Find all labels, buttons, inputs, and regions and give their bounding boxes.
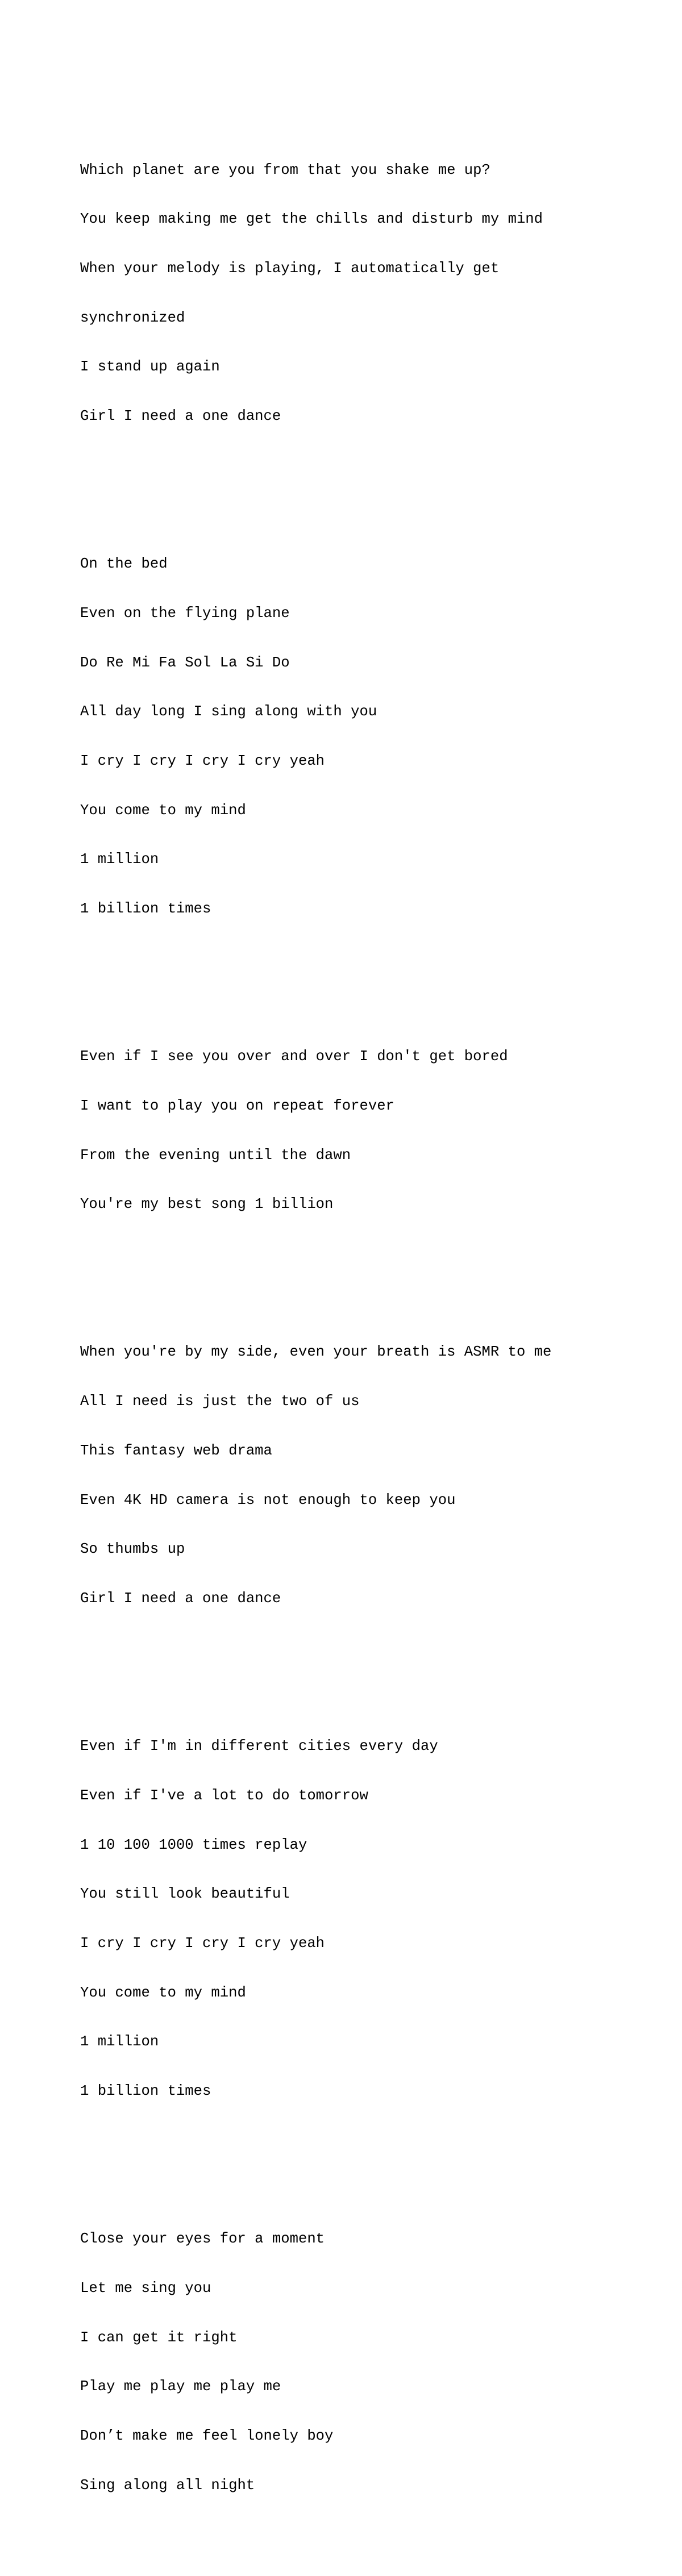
lyric-line: 1 million (80, 851, 159, 868)
lyric-line: 1 billion times (80, 901, 211, 918)
lyric-line: So thumbs up (80, 1541, 185, 1558)
lyric-line: All day long I sing along with you (80, 703, 377, 720)
lyric-line: 1 million (80, 2033, 159, 2050)
lyric-line: You keep making me get the chills and disturb my mind (80, 211, 543, 228)
lyric-line: You come to my mind (80, 802, 246, 819)
lyrics-body (80, 80, 592, 2576)
lyric-line: Even 4K HD camera is not enough to keep you (80, 1491, 456, 1508)
stanza-5 (80, 1706, 592, 2132)
lyric-line: I cry I cry I cry I cry yeah (80, 1935, 325, 1952)
lyric-line: 1 10 100 1000 times replay (80, 1836, 307, 1853)
lyric-line: Don’t make me feel lonely boy (80, 2427, 334, 2444)
lyric-line: This fantasy web drama (80, 1442, 272, 1459)
lyric-line: Even if I see you over and over I don't get bored (80, 1048, 508, 1065)
lyric-line: Do Re Mi Fa Sol La Si Do (80, 654, 290, 671)
lyric-line: When your melody is playing, I automatically get (80, 260, 500, 277)
stanza-1 (80, 130, 592, 458)
lyric-line: Girl I need a one dance (80, 408, 281, 425)
stanza-6 (80, 2198, 592, 2527)
lyric-line: Sing along all night (80, 2477, 255, 2494)
stanza-2 (80, 523, 592, 950)
stanza-4 (80, 1312, 592, 1640)
lyric-line: Close your eyes for a moment (80, 2231, 325, 2248)
lyric-line: When you're by my side, even your breath is ASMR to me (80, 1344, 552, 1361)
lyric-line: Even if I've a lot to do tomorrow (80, 1787, 368, 1804)
lyric-line: Play me play me play me (80, 2378, 281, 2395)
lyric-line: You're my best song 1 billion (80, 1196, 334, 1213)
lyric-line: I stand up again (80, 359, 220, 376)
lyric-line: From the evening until the dawn (80, 1147, 351, 1164)
lyric-line: Girl I need a one dance (80, 1590, 281, 1607)
lyric-line: All I need is just the two of us (80, 1393, 360, 1410)
lyric-line: Let me sing you (80, 2279, 211, 2296)
lyric-line: I cry I cry I cry I cry yeah (80, 752, 325, 769)
lyric-line: 1 billion times (80, 2083, 211, 2100)
stanza-3 (80, 1016, 592, 1246)
lyric-line: synchronized (80, 309, 185, 326)
lyric-line: On the bed (80, 556, 168, 573)
lyric-line: I can get it right (80, 2329, 238, 2346)
lyric-line: You come to my mind (80, 1984, 246, 2001)
lyric-line: You still look beautiful (80, 1886, 290, 1903)
lyric-line: Which planet are you from that you shake me up? (80, 161, 490, 178)
lyric-line: I want to play you on repeat forever (80, 1097, 394, 1114)
lyric-line: Even on the flying plane (80, 605, 290, 622)
lyric-line: Even if I'm in different cities every day (80, 1738, 438, 1755)
